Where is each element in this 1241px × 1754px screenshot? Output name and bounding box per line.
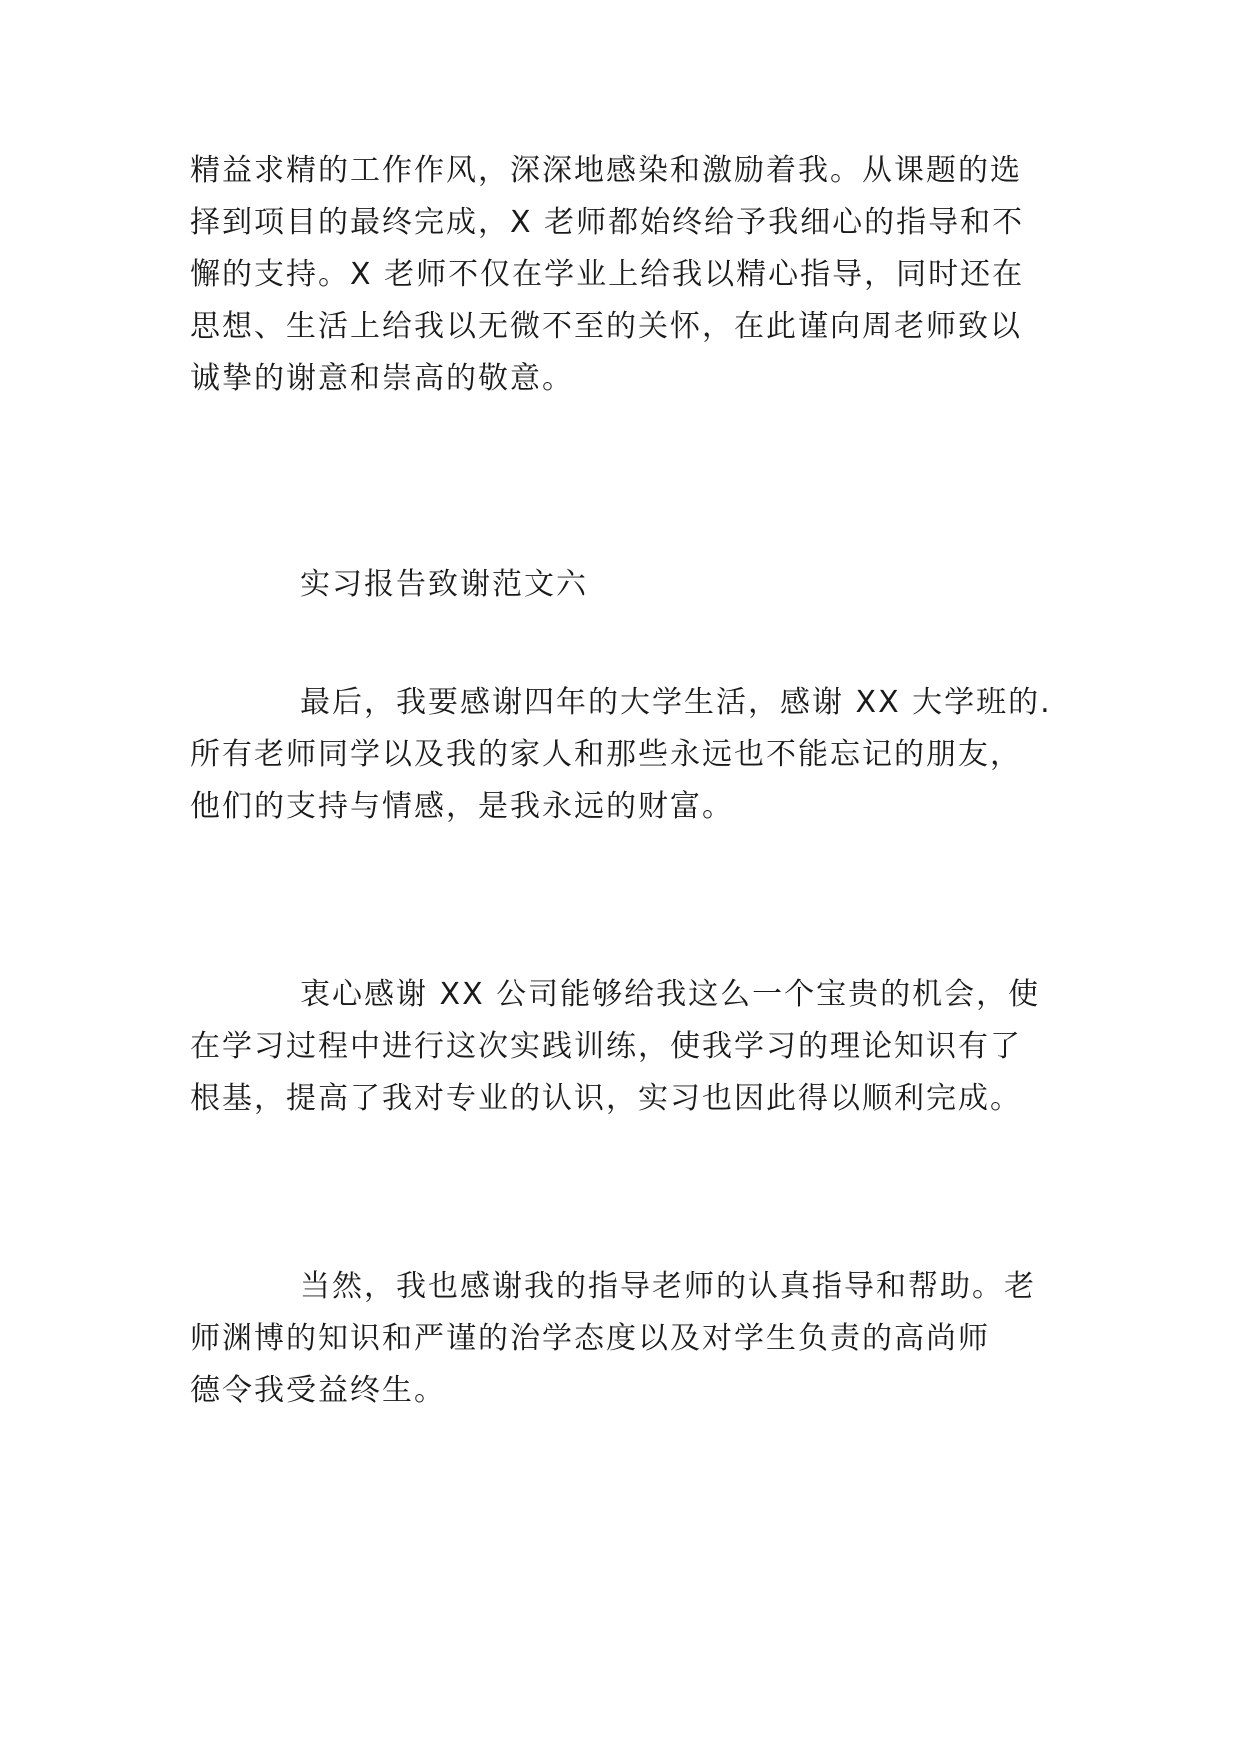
paragraph-line: 择到项目的最终完成，X 老师都始终给予我细心的指导和不 <box>190 205 1025 240</box>
paragraph-line: 德令我受益终生。 <box>190 1373 446 1408</box>
paragraph-line: 诚挚的谢意和崇高的敬意。 <box>190 361 574 396</box>
paragraph-line: 师渊博的知识和严谨的治学态度以及对学生负责的高尚师 <box>190 1321 990 1356</box>
paragraph-line: 当然，我也感谢我的指导老师的认真指导和帮助。老 <box>300 1269 1036 1304</box>
paragraph-line: 懈的支持。X 老师不仅在学业上给我以精心指导，同时还在 <box>190 257 1025 292</box>
paragraph-line: 精益求精的工作作风，深深地感染和激励着我。从课题的选 <box>190 153 1022 188</box>
paragraph-line: 最后，我要感谢四年的大学生活，感谢 XX 大学班的. <box>300 685 1052 720</box>
paragraph-line: 他们的支持与情感，是我永远的财富。 <box>190 789 734 824</box>
paragraph-line: 在学习过程中进行这次实践训练，使我学习的理论知识有了 <box>190 1029 1022 1064</box>
paragraph-line: 根基，提高了我对专业的认识，实习也因此得以顺利完成。 <box>190 1081 1022 1116</box>
paragraph-line: 所有老师同学以及我的家人和那些永远也不能忘记的朋友， <box>190 737 1022 772</box>
paragraph-line: 衷心感谢 XX 公司能够给我这么一个宝贵的机会，使 <box>300 977 1041 1012</box>
section-heading: 实习报告致谢范文六 <box>300 567 588 602</box>
paragraph-line: 思想、生活上给我以无微不至的关怀，在此谨向周老师致以 <box>190 309 1022 344</box>
